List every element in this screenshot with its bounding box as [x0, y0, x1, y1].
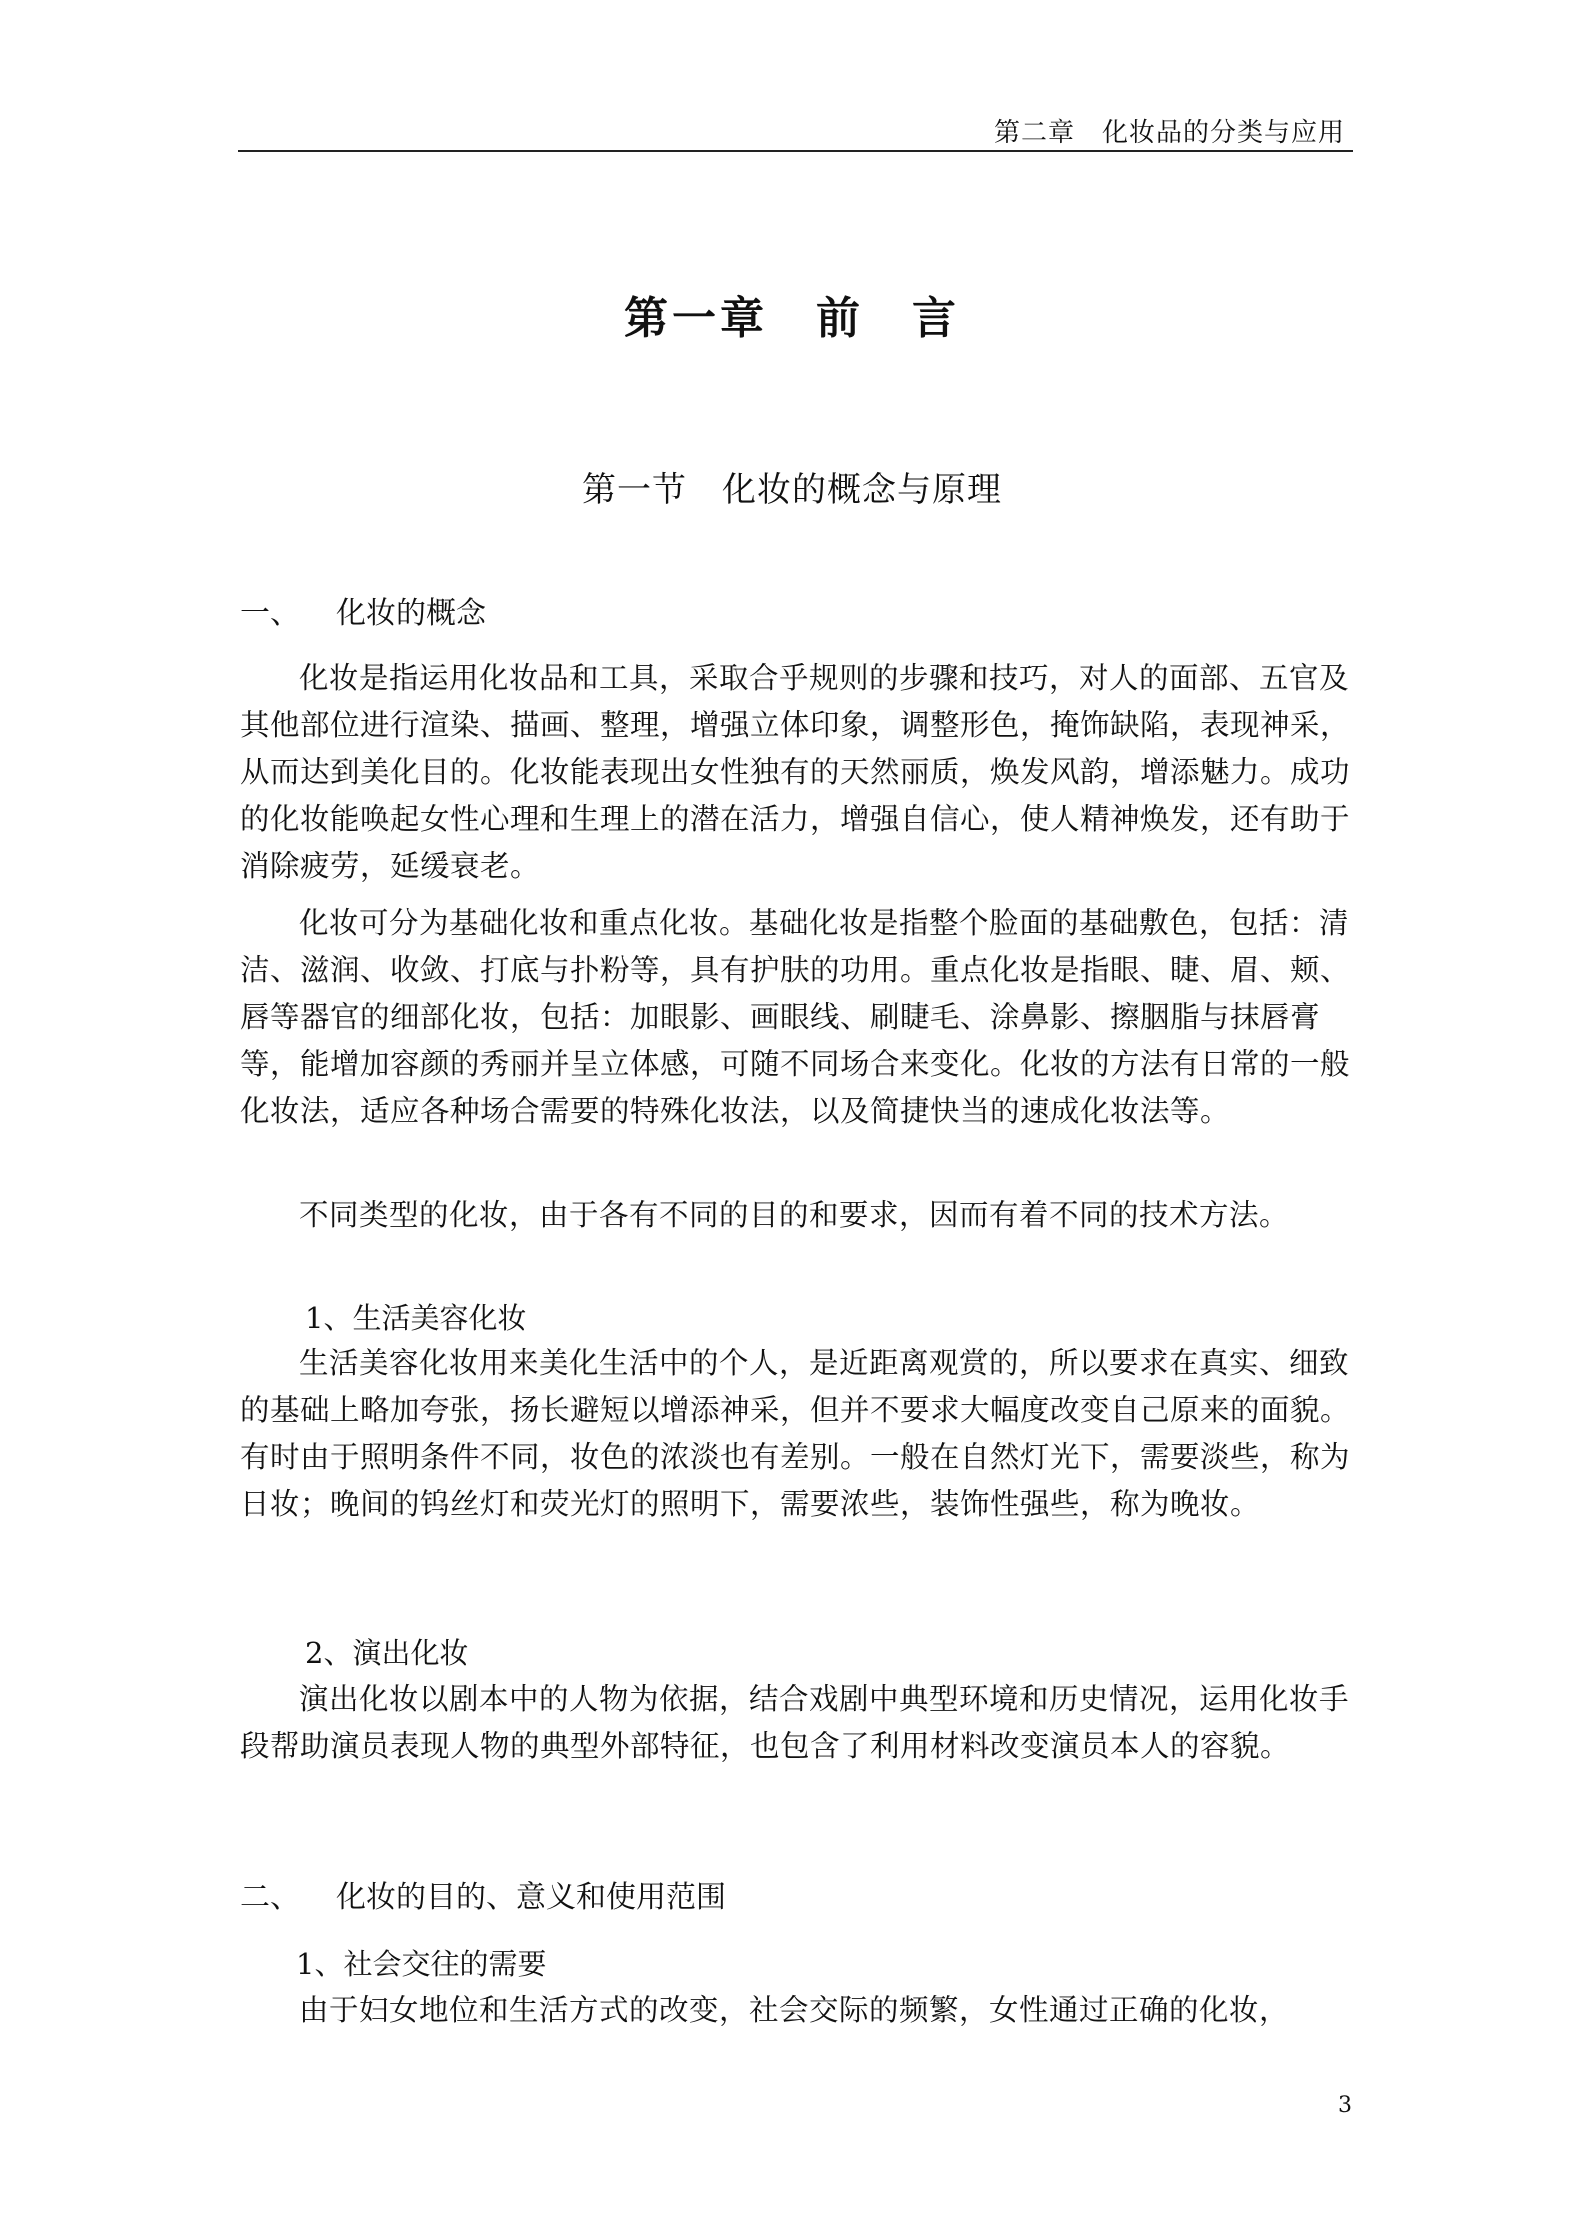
- running-header: [238, 110, 1353, 152]
- chapter-title: 第一章 前 言: [624, 293, 960, 344]
- paragraph-stage-makeup: 演出化妆以剧本中的人物为依据，结合戏剧中典型环境和历史情况，运用化妆手段帮助演员表现人物的典型外部特征，也包含了利用材料改变演员本人的容貌。: [240, 1682, 1350, 1763]
- paragraph-daily-makeup: 生活美容化妆用来美化生活中的个人，是近距离观赏的，所以要求在真实、细致的基础上略加夸张，扬长避短以增添神采，但并不要求大幅度改变自己原来的面貌。有时由于照明条件不同，妆色的浓淡也有差别。一般在自然灯光下，需要淡些，称为日妆；晚间的钨丝灯和荧光灯的照明下，需要浓些，装饰性强些，称为晚妆。: [240, 1346, 1351, 1521]
- running-head-text: 第二章 化妆品的分类与应用: [993, 118, 1345, 148]
- page-number: 3: [1338, 2093, 1352, 2118]
- heading-part2-number: 二、: [240, 1880, 300, 1915]
- paragraph-part1-1: 化妆是指运用化妆品和工具，采取合乎规则的步骤和技巧，对人的面部、五官及其他部位进行渲染、描画、整理，增强立体印象，调整形色，掩饰缺陷，表现神采，从而达到美化目的。化妆能表现出女性独有的天然丽质，焕发风韵，增添魅力。成功的化妆能唤起女性心理和生理上的潜在活力，增强自信心，使人精神焕发，还有助于消除疲劳，延缓衰老。: [240, 661, 1351, 883]
- subheading-daily-makeup: 1、生活美容化妆: [305, 1301, 527, 1335]
- subheading-stage-makeup: 2、演出化妆: [305, 1636, 469, 1670]
- paragraph-social: 由于妇女地位和生活方式的改变，社会交际的频繁，女性通过正确的化妆，: [299, 1993, 1290, 2027]
- paragraph-part1-2: 化妆可分为基础化妆和重点化妆。基础化妆是指整个脸面的基础敷色，包括：清洁、滋润、收敛、打底与扑粉等，具有护肤的功用。重点化妆是指眼、睫、眉、颊、唇等器官的细部化妆，包括：加眼影、画眼线、刷睫毛、涂鼻影、擦胭脂与抹唇膏等，能增加容颜的秀丽并呈立体感，可随不同场合来变化。化妆的方法有日常的一般化妆法，适应各种场合需要的特殊化妆法，以及简捷快当的速成化妆法等。: [240, 906, 1351, 1128]
- paragraph-part1-3: 不同类型的化妆，由于各有不同的目的和要求，因而有着不同的技术方法。: [299, 1198, 1290, 1232]
- heading-part1-title: 化妆的概念: [336, 596, 486, 631]
- section-title: 第一节 化妆的概念与原理: [582, 470, 1002, 510]
- heading-part2-title: 化妆的目的、意义和使用范围: [336, 1880, 726, 1915]
- heading-part1: [240, 588, 486, 632]
- heading-part2: [240, 1872, 726, 1916]
- subheading-social: 1、社会交往的需要: [296, 1947, 547, 1981]
- heading-part1-number: 一、: [240, 596, 300, 631]
